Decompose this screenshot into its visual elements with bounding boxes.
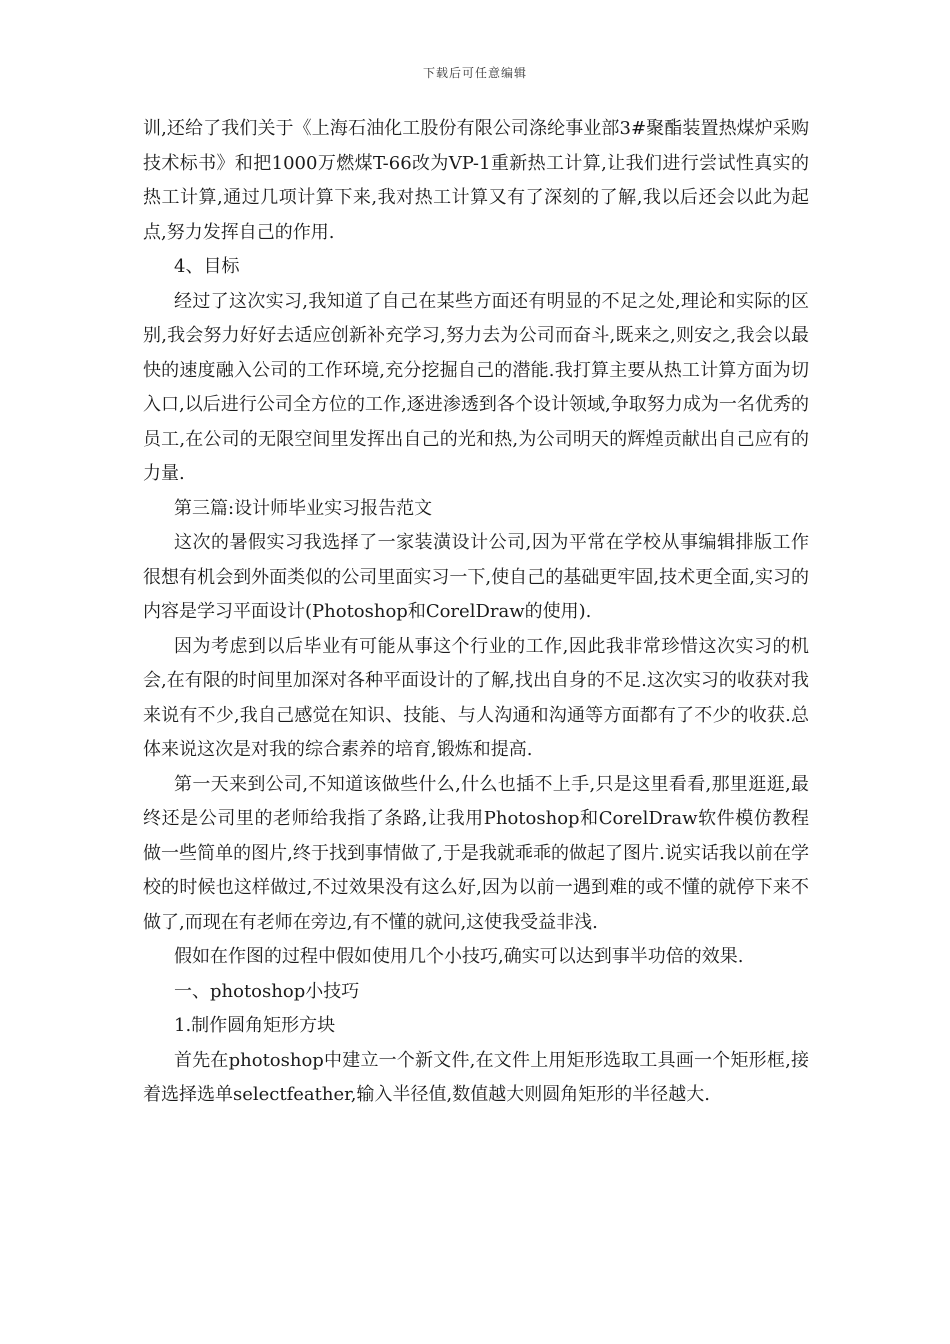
paragraph-goal: 经过了这次实习,我知道了自己在某些方面还有明显的不足之处,理论和实际的区别,我会努力好好去适应创新补充学习,努力去为公司而奋斗,既来之,则安之,我会以最快的速度融入公司的工作环境,充分挖掘自己的潜能.我打算主要从热工计算方面为切入口,以后进行公司全方位的工作,逐进渗透到各个设计领域,争取努力成为一名优秀的员工,在公司的无限空间里发挥出自己的光和热,为公司明天的辉煌贡献出自己应有的力量.: [143, 290, 809, 484]
page-header: 下载后可任意编辑: [422, 66, 527, 80]
section-heading-goal: 4、目标: [174, 256, 240, 277]
paragraph-intro: 这次的暑假实习我选择了一家装潢设计公司,因为平常在学校从事编辑排版工作很想有机会到外面类似的公司里面实习一下,使自己的基础更牢固,技术更全面,实习的内容是学习平面设计(Photoshop和CorelDraw的使用).: [143, 532, 809, 622]
document-body: [143, 112, 809, 1113]
section-heading-photoshop: 一、photoshop小技巧: [174, 980, 360, 1002]
subsection-heading-rounded-rect: 1.制作圆角矩形方块: [174, 1015, 336, 1036]
paragraph-tips-intro: 假如在作图的过程中假如使用几个小技巧,确实可以达到事半功倍的效果.: [174, 946, 744, 967]
paragraph-motivation: 因为考虑到以后毕业有可能从事这个行业的工作,因此我非常珍惜这次实习的机会,在有限的时间里加深对各种平面设计的了解,找出自身的不足.这次实习的收获对我来说有不少,我自己感觉在知识、技能、与人沟通和沟通等方面都有了不少的收获.总体来说这次是对我的综合素养的培育,锻炼和提高.: [143, 635, 809, 760]
paragraph-first-day: 第一天来到公司,不知道该做些什么,什么也插不上手,只是这里看看,那里逛逛,最终还是公司里的老师给我指了条路,让我用Photoshop和CorelDraw软件模仿教程做一些简单的图片,终于找到事情做了,于是我就乖乖的做起了图片.说实话我以前在学校的时候也这样做过,不过效果没有这么好,因为以前一遇到难的或不懂的就停下来不做了,而现在有老师在旁边,有不懂的就问,这使我受益非浅.: [143, 773, 809, 933]
paragraph-continuation: 训,还给了我们关于《上海石油化工股份有限公司涤纶事业部3#聚酯装置热煤炉采购技术标书》和把1000万燃煤T-66改为VP-1重新热工计算,让我们进行尝试性真实的热工计算,通过几项计算下来,我对热工计算又有了深刻的了解,我以后还会以此为起点,努力发挥自己的作用.: [143, 118, 809, 243]
chapter-heading: 第三篇:设计师毕业实习报告范文: [174, 497, 433, 519]
paragraph-rounded-rect: 首先在photoshop中建立一个新文件,在文件上用矩形选取工具画一个矩形框,接着选择选单selectfeather,输入半径值,数值越大则圆角矩形的半径越大.: [143, 1049, 809, 1105]
